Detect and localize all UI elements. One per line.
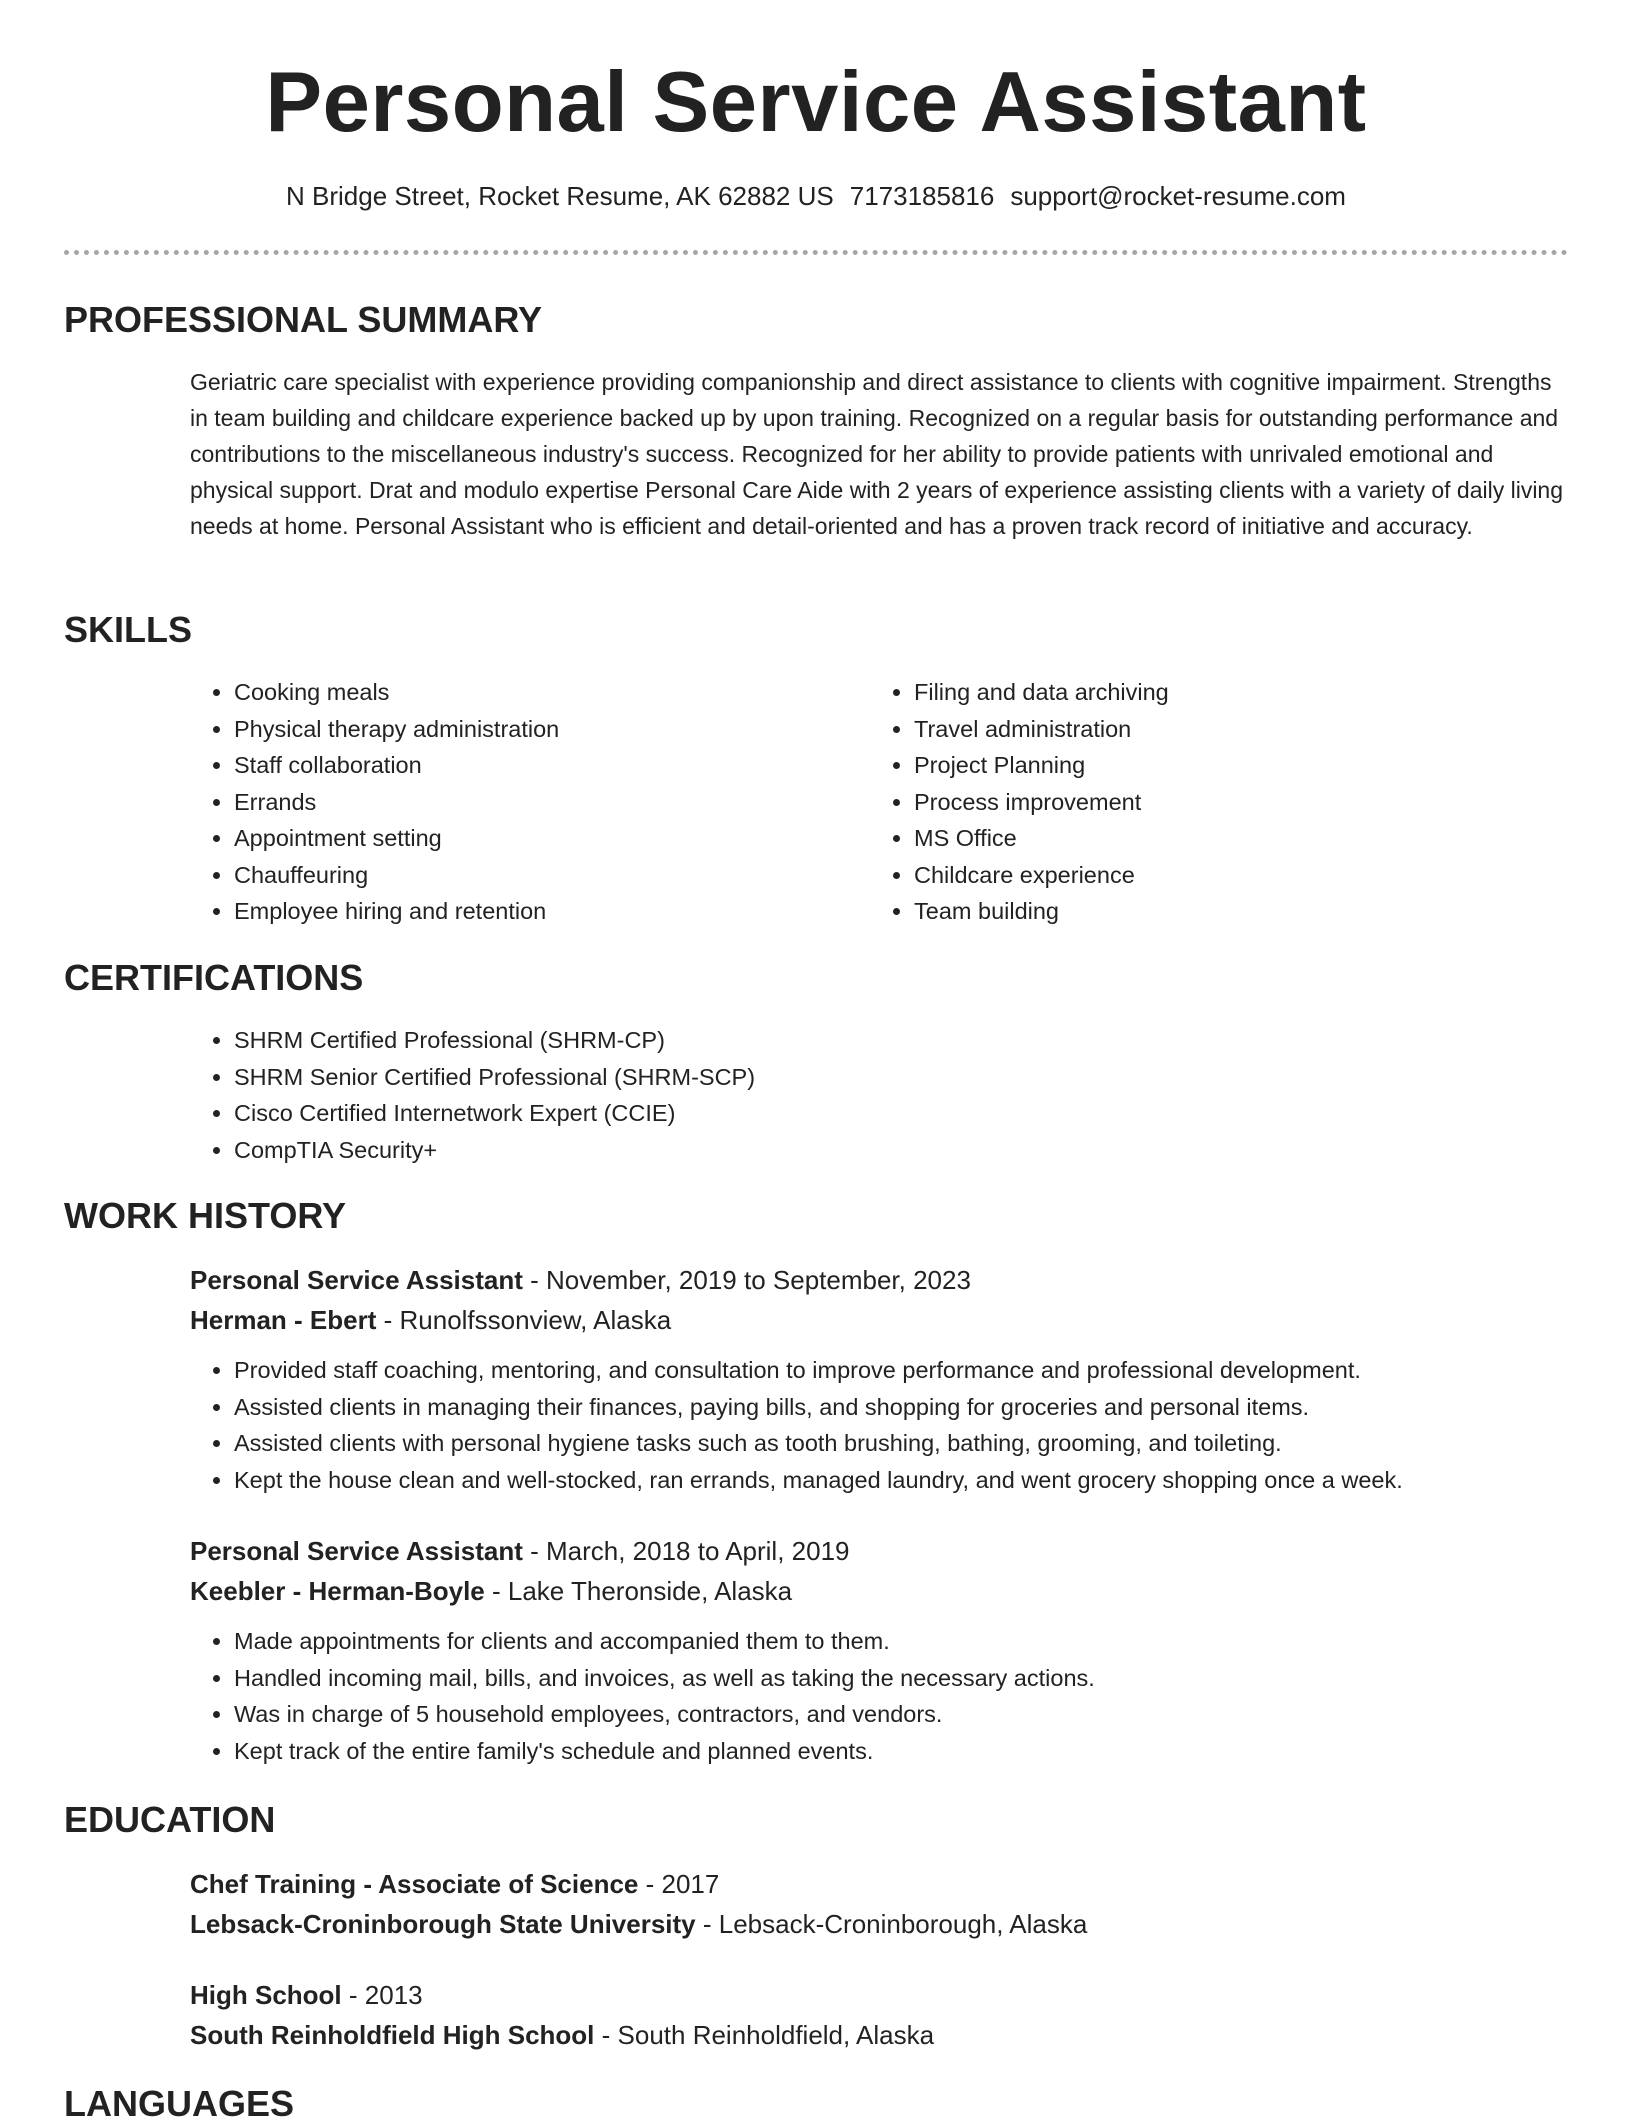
resume-name: Personal Service Assistant <box>265 55 1367 150</box>
certification-item: • SHRM Certified Professional (SHRM-CP) <box>234 1022 1568 1059</box>
skill-item: • Project Planning <box>914 747 1550 784</box>
education-location: - South Reinholdfield, Alaska <box>594 2020 935 2050</box>
skills-grid <box>190 674 1568 930</box>
certifications-section <box>64 956 1568 999</box>
skills-column-left <box>190 674 870 930</box>
education-entry <box>190 1975 1568 2055</box>
contact-address: N Bridge Street, Rocket Resume, AK 62882 US <box>286 181 834 211</box>
job-dates: - November, 2019 to September, 2023 <box>522 1265 971 1295</box>
education-entry <box>190 1864 1568 1944</box>
job-entry <box>190 1260 1568 1498</box>
skill-item: • MS Office <box>914 820 1550 857</box>
job-bullet: • Provided staff coaching, mentoring, and consultation to improve performance and professional development. <box>234 1352 1568 1389</box>
work-history-title: WORK HISTORY <box>64 1195 347 1236</box>
languages-title: LANGUAGES <box>64 2083 295 2124</box>
job-entry <box>190 1531 1568 1769</box>
job-dates: - March, 2018 to April, 2019 <box>522 1536 850 1566</box>
skills-body <box>190 674 1568 930</box>
education-school: South Reinholdfield High School <box>190 2020 595 2050</box>
job-bullet: • Made appointments for clients and accompanied them to them. <box>234 1623 1568 1660</box>
skill-item: • Cooking meals <box>234 674 870 711</box>
header-divider <box>64 250 1568 255</box>
summary-text: Geriatric care specialist with experience providing companionship and direct assistance to clients with cognitive impairment. Strengths in team building and childcare experience backed up by upon training. Recognized on a regular basis for outstanding performance and contributions to the miscellaneous industry's success. Recognized for her ability to provide patients with unrivaled emotional and physical support. Drat and modulo expertise Personal Care Aide with 2 years of experience assisting clients with a variety of daily living needs at home. Personal Assistant who is efficient and detail-oriented and has a proven track record of initiative and accuracy. <box>190 369 1564 539</box>
skill-item: • Process improvement <box>914 784 1550 821</box>
education-title: EDUCATION <box>64 1799 276 1840</box>
education-degree-line <box>190 1864 1568 1904</box>
skill-item: • Filing and data archiving <box>914 674 1550 711</box>
job-title-line <box>190 1260 1568 1300</box>
job-bullet: • Assisted clients with personal hygiene tasks such as tooth brushing, bathing, grooming, and toileting. <box>234 1425 1568 1462</box>
skill-item: • Chauffeuring <box>234 857 870 894</box>
education-degree: Chef Training - Associate of Science <box>190 1869 639 1899</box>
skill-item: • Staff collaboration <box>234 747 870 784</box>
job-bullet: • Assisted clients in managing their finances, paying bills, and shopping for groceries and personal items. <box>234 1389 1568 1426</box>
skill-item: • Errands <box>234 784 870 821</box>
job-role: Personal Service Assistant <box>190 1265 523 1295</box>
education-school-line <box>190 1904 1568 1944</box>
education-degree: High School <box>190 1980 342 2010</box>
skill-item: • Physical therapy administration <box>234 711 870 748</box>
certification-item: • SHRM Senior Certified Professional (SHRM-SCP) <box>234 1059 1568 1096</box>
job-location: - Lake Theronside, Alaska <box>484 1576 793 1606</box>
education-school-line <box>190 2015 1568 2055</box>
job-bullet: • Handled incoming mail, bills, and invoices, as well as taking the necessary actions. <box>234 1660 1568 1697</box>
summary-body <box>190 364 1572 544</box>
skill-item: • Employee hiring and retention <box>234 893 870 930</box>
education-school: Lebsack-Croninborough State University <box>190 1909 696 1939</box>
skill-item: • Travel administration <box>914 711 1550 748</box>
education-location: - Lebsack-Croninborough, Alaska <box>695 1909 1088 1939</box>
work-history-section <box>64 1194 1568 1237</box>
contact-phone: 7173185816 <box>849 181 995 211</box>
job-company: Keebler - Herman-Boyle <box>190 1576 485 1606</box>
job-bullet: • Was in charge of 5 household employees, contractors, and vendors. <box>234 1696 1568 1733</box>
summary-title: PROFESSIONAL SUMMARY <box>64 299 543 340</box>
job-company-line <box>190 1571 1568 1611</box>
skill-item: • Appointment setting <box>234 820 870 857</box>
job-bullet: • Kept the house clean and well-stocked, ran errands, managed laundry, and went grocery shopping once a week. <box>234 1462 1568 1499</box>
education-section <box>64 1798 1568 1841</box>
certifications-body <box>190 1022 1568 1168</box>
skills-section <box>64 608 1568 651</box>
skill-item: • Childcare experience <box>914 857 1550 894</box>
skill-item: • Team building <box>914 893 1550 930</box>
certifications-title: CERTIFICATIONS <box>64 957 364 998</box>
languages-section <box>64 2082 1568 2125</box>
skills-column-right <box>870 674 1550 930</box>
job-company-line <box>190 1300 1568 1340</box>
certification-item: • CompTIA Security+ <box>234 1132 1568 1169</box>
education-year: - 2013 <box>341 1980 423 2010</box>
contact-line <box>0 181 1632 212</box>
job-company: Herman - Ebert <box>190 1305 377 1335</box>
education-year: - 2017 <box>638 1869 720 1899</box>
certification-item: • Cisco Certified Internetwork Expert (CCIE) <box>234 1095 1568 1132</box>
summary-section <box>64 298 1568 341</box>
job-location: - Runolfssonview, Alaska <box>376 1305 672 1335</box>
contact-email: support@rocket-resume.com <box>1010 181 1346 211</box>
job-bullet: • Kept track of the entire family's schedule and planned events. <box>234 1733 1568 1770</box>
skills-title: SKILLS <box>64 609 193 650</box>
job-title-line <box>190 1531 1568 1571</box>
education-degree-line <box>190 1975 1568 2015</box>
job-role: Personal Service Assistant <box>190 1536 523 1566</box>
